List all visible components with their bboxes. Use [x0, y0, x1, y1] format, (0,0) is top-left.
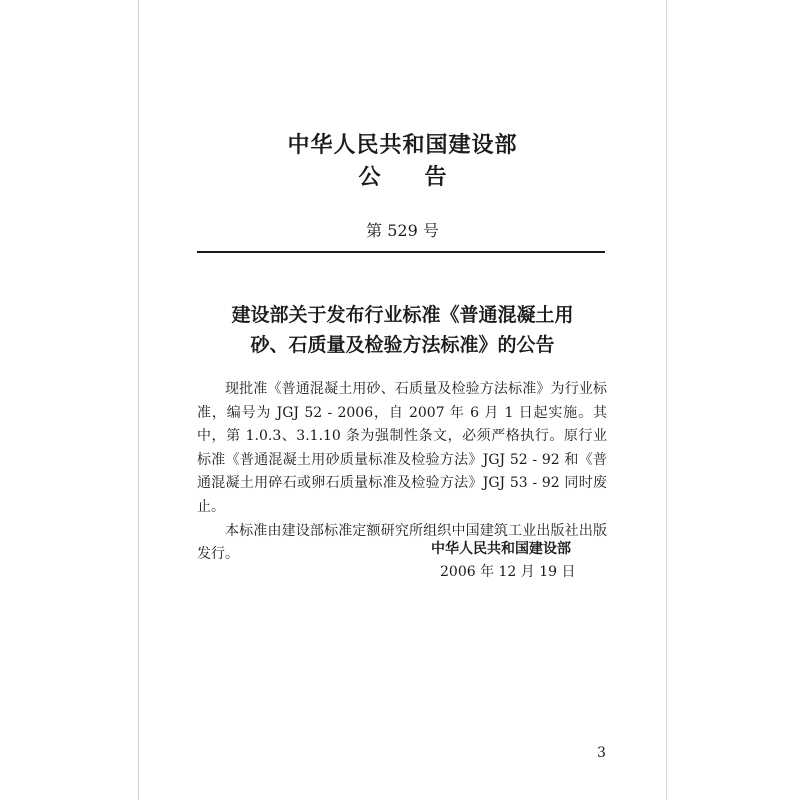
page-number: 3	[597, 745, 606, 761]
body-paragraph-2: 本标准由建设部标准定额研究所组织中国建筑工业出版社出版发行。	[197, 522, 607, 563]
document-page	[138, 0, 667, 800]
issue-date: 2006 年 12 月 19 日	[440, 564, 576, 580]
body-paragraph-1: 现批准《普通混凝土用砂、石质量及检验方法标准》为行业标准，编号为 JGJ 52 - 2006，自 2007 年 6 月 1 日起实施。其中，第 1.0.3、3.1.10 条为强制性条文，必须严格执行。原行业标准《普通混凝土用砂质量标准及检验方法》JGJ 52 - 92 和《普通混凝土用碎石或卵石质量标准及检验方法》JGJ 53 - 92 同时废止。	[197, 381, 607, 515]
issuer-signature: 中华人民共和国建设部	[431, 541, 571, 557]
ministry-heading: 中华人民共和国建设部	[287, 133, 518, 158]
header-divider	[197, 251, 605, 253]
document-title	[139, 300, 666, 360]
title-line-2: 砂、石质量及检验方法标准》的公告	[250, 334, 555, 356]
notice-heading: 公告	[358, 165, 491, 190]
announcement-number: 第 529 号	[366, 221, 439, 240]
title-line-1: 建设部关于发布行业标准《普通混凝土用	[231, 304, 574, 326]
